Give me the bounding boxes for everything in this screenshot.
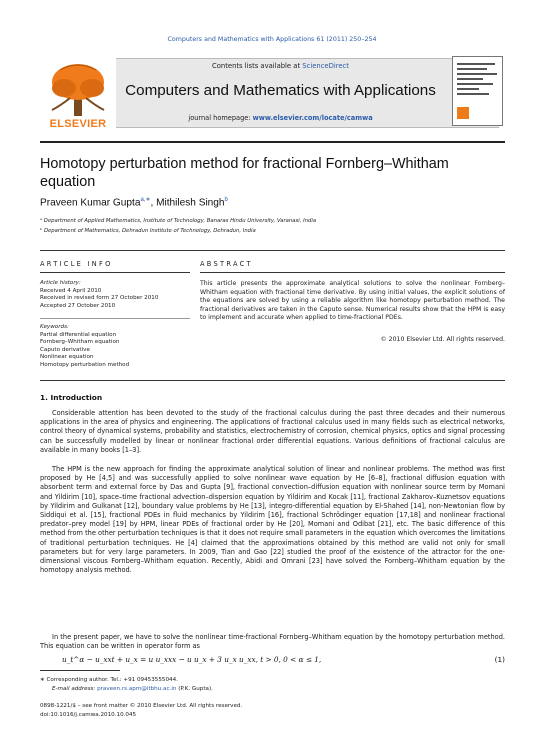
abstract-rule — [200, 272, 505, 273]
journal-title: Computers and Mathematics with Applications — [125, 82, 436, 99]
intro-paragraph-3: In the present paper, we have to solve the nonlinear time-fractional Fornberg–Whitham equation by the homotopy perturbation method. This equation can be written in operator form as — [40, 633, 505, 651]
footnote-mark: ∗ — [40, 677, 47, 683]
received-date: Received 4 April 2010 — [40, 287, 102, 294]
keywords-label: Keywords: — [40, 324, 69, 330]
info-rule — [40, 272, 190, 273]
keyword-item: Partial differential equation — [40, 331, 117, 338]
keyword-item: Caputo derivative — [40, 346, 90, 353]
publisher-wordmark: ELSEVIER — [49, 118, 107, 130]
journal-cover-thumbnail — [452, 56, 503, 126]
abstract-text: This article presents the approximate analytical solutions to solve the nonlinear Fornberg–Whitham equation with fractional time derivative. By using initial values, the explicit solutions of the equations are solved by using a reliable algorithm like homotopy perturbation method. The fractional derivatives are taken in the Caputo sense. Numerical results show that the HPM is easy to implement and accurate when applied to time-fractional PDEs. — [200, 280, 505, 322]
email-suffix: (P.K. Gupta). — [176, 686, 213, 692]
doi-link[interactable]: doi:10.1016/j.camwa.2010.10.045 — [40, 712, 137, 718]
author-marks[interactable]: a,∗ — [140, 197, 151, 203]
contents-line — [118, 62, 443, 70]
keyword-item: Fornberg–Whitham equation — [40, 339, 120, 346]
info-top-rule — [40, 250, 505, 251]
email-note — [52, 686, 213, 692]
homepage-prefix: journal homepage: — [188, 114, 253, 122]
contents-prefix: Contents lists available at — [212, 62, 303, 70]
article-info-heading: ARTICLE INFO — [40, 260, 113, 268]
homepage-line — [118, 114, 443, 122]
author-name: Praveen Kumar Gupta — [40, 197, 141, 209]
abstract-heading: ABSTRACT — [200, 260, 253, 268]
author-marks[interactable]: b — [224, 197, 228, 203]
author-separator: , — [150, 197, 157, 209]
affiliation-a: ᵃ Department of Applied Mathematics, Institute of Technology, Banaras Hindu University, Varanasi, India — [40, 218, 317, 224]
author-name: Mithilesh Singh — [156, 197, 225, 209]
keyword-item: Homotopy perturbation method — [40, 361, 130, 368]
corresponding-author-text: Corresponding author. Tel.: +91 09453555044. — [46, 677, 178, 683]
affiliation-b: ᵇ Department of Mathematics, Dehradun Institute of Technology, Dehradun, India — [40, 228, 256, 234]
sciencedirect-link[interactable]: ScienceDirect — [302, 62, 349, 70]
keyword-item: Nonlinear equation — [40, 354, 94, 361]
abstract-copyright: © 2010 Elsevier Ltd. All rights reserved. — [380, 336, 505, 343]
footnote-rule — [40, 670, 120, 671]
corresponding-author-note — [40, 677, 178, 683]
intro-paragraph-1: Considerable attention has been devoted to the study of the fractional calculus during the past three decades and their numerous applications in the area of physics and engineering. The applications of fractional calculus used in many fields such as electrical networks, control theory of dynamical systems, probability and statistics, electrochemistry of corrosion, chemical physics, optics and signal processing can be successfully modelled by linear or nonlinear fractional order differential equations. Various definitions of fractional calculus are available in many books [1–3]. — [40, 409, 505, 454]
article-history — [40, 280, 190, 310]
revised-date: Received in revised form 27 October 2010 — [40, 295, 159, 302]
email-link[interactable]: praveen.rs.apm@itbhu.ac.in — [97, 686, 177, 692]
equation-1: u_t^α − u_xxt + u_x = u u_xxx − u u_x + 3 u_x u_xx, t > 0, 0 < α ≤ 1, — [62, 655, 322, 664]
section-heading-introduction: 1. Introduction — [40, 393, 103, 402]
accepted-date: Accepted 27 October 2010 — [40, 302, 116, 309]
article-title: Homotopy perturbation method for fractional Fornberg–Whitham equation — [40, 156, 449, 190]
issn-line: 0898-1221/$ – see front matter © 2010 Elsevier Ltd. All rights reserved. — [40, 703, 243, 709]
citation-header[interactable]: Computers and Mathematics with Applications 61 (2011) 250–254 — [167, 36, 377, 43]
author-list — [40, 196, 228, 208]
history-label: Article history: — [40, 280, 81, 286]
keywords-block — [40, 324, 190, 370]
equation-number: (1) — [494, 655, 505, 664]
journal-homepage-link[interactable]: www.elsevier.com/locate/camwa — [252, 114, 373, 122]
masthead-rule — [40, 141, 505, 143]
keywords-rule — [40, 318, 190, 319]
email-label: E-mail address: — [52, 686, 98, 692]
abstract-bottom-rule — [40, 380, 505, 381]
intro-paragraph-2: The HPM is the new approach for finding the approximate analytical solution of linear and nonlinear problems. The method was first proposed by He [4,5] and was successfully applied to solve nonlinear wave equation by He [6–8], fractional diffusion equation with absorbent term and external force by Das and Gupta [9], fractional convection–diffusion equation with nonlinear source term by Momani and Yildirim [10], space–time fractional advection–dispersion equation by Yildirim and Kocak [11], fractional Zakharov–Kuznetsov equations by Yildirim and Gulkanat [12], boundary value problems by He [13], integro-differential equation by El-Shahed [14], non-Newtonian flow by Siddiqui et al. [15], fractional PDEs in fluid mechanics by Yildirim [16], fractional Schrödinger equation [17,18] and nonlinear fractional predator–prey model [19] by HPM, linear PDEs of fractional order by He [20], Momani and Odibat [21], etc. The basic difference of this method from the other perturbation techniques is that it does not require small parameters in the equation which overcomes the limitations of traditional perturbation techniques. He [4] claimed that the approximations obtained by this method are valid not only for small parameters but for very large parameters. In 2009, Tian and Gao [22] studied the proof of the existence of the attractor for the one-dimensional viscous Fornberg–Whitham equation. Recently, Abidi and Omrani [23] have solved the Fornberg–Whitham equation by the homotopy analysis method. — [40, 465, 505, 575]
